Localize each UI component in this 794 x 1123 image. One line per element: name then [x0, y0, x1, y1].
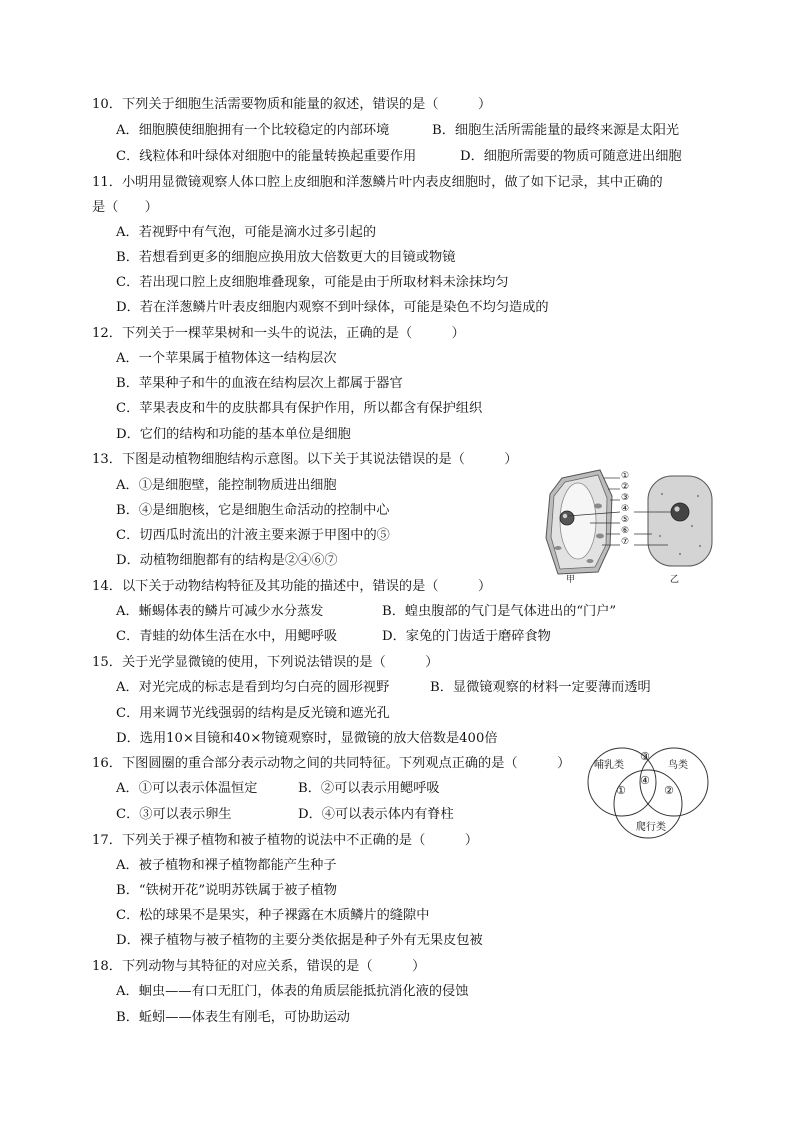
- caption-jia: 甲: [566, 575, 576, 585]
- venn-label-mammal: 哺乳类: [594, 760, 624, 771]
- q18-option-b: B．蚯蚓——体表生有刚毛，可协助运动: [116, 1010, 350, 1025]
- cell-label-6: ⑥: [621, 526, 630, 536]
- q14-stem: 14．以下关于动物结构特征及其功能的描述中，错误的是（ ）: [92, 579, 492, 594]
- q10-option-c: C．线粒体和叶绿体对细胞中的能量转换起重要作用: [116, 149, 417, 164]
- q14-option-c: C．青蛙的幼体生活在水中，用鳃呼吸: [116, 629, 338, 644]
- q17-option-a: A．被子植物和裸子植物都能产生种子: [116, 858, 337, 873]
- q18-stem: 18．下列动物与其特征的对应关系，错误的是（ ）: [92, 959, 426, 974]
- q13-option-a: A．①是细胞壁，能控制物质进出细胞: [116, 478, 337, 493]
- q12-stem: 12．下列关于一棵苹果树和一头牛的说法，正确的是（ ）: [92, 326, 465, 341]
- q10-stem: 10．下列关于细胞生活需要物质和能量的叙述，错误的是（ ）: [92, 97, 492, 112]
- q16-option-c: C．③可以表示卵生: [116, 807, 232, 822]
- q17-option-c: C．松的球果不是果实，种子裸露在木质鳞片的缝隙中: [116, 908, 430, 923]
- venn-region-2: ②: [664, 784, 674, 797]
- q11-stem-line1: 11．小明用显微镜观察人体口腔上皮细胞和洋葱鳞片叶内表皮细胞时，做了如下记录，其中正确的: [92, 175, 663, 190]
- animal-cell-diagram: [648, 476, 712, 566]
- q11-option-b: B．若想看到更多的细胞应换用放大倍数更大的目镜或物镜: [116, 250, 456, 265]
- cell-structure-figure: [540, 466, 740, 584]
- q11-stem-line2: 是（ ）: [92, 200, 158, 215]
- venn-region-1: ①: [616, 784, 626, 797]
- venn-label-reptile: 爬行类: [636, 822, 666, 833]
- q12-option-d: D．它们的结构和功能的基本单位是细胞: [116, 427, 351, 442]
- q15-option-a: A．对光完成的标志是看到均匀白亮的圆形视野: [116, 680, 390, 695]
- q15-option-c: C．用来调节光线强弱的结构是反光镜和遮光孔: [116, 706, 390, 721]
- q13-option-c: C．切西瓜时流出的汁液主要来源于甲图中的⑤: [116, 528, 390, 543]
- cell-label-7: ⑦: [621, 537, 630, 547]
- cell-label-5: ⑤: [621, 515, 630, 525]
- q15-option-b: B．显微镜观察的材料一定要薄而透明: [430, 680, 651, 695]
- q11-option-a: A．若视野中有气泡，可能是滴水过多引起的: [116, 225, 377, 240]
- q17-option-d: D．裸子植物与被子植物的主要分类依据是种子外有无果皮包被: [116, 933, 483, 948]
- venn-region-3: ③: [640, 750, 650, 763]
- caption-yi: 乙: [670, 575, 680, 585]
- q14-option-b: B．蝗虫腹部的气门是气体进出的“门户”: [382, 604, 617, 619]
- q12-option-b: B．苹果种子和牛的血液在结构层次上都属于器官: [116, 376, 403, 391]
- cell-label-1: ①: [621, 471, 630, 481]
- q10-option-d: D．细胞所需要的物质可随意进出细胞: [460, 149, 682, 164]
- q12-option-a: A．一个苹果属于植物体这一结构层次: [116, 351, 337, 366]
- q10-option-a: A．细胞膜使细胞拥有一个比较稳定的内部环境: [116, 123, 390, 138]
- q11-option-c: C．若出现口腔上皮细胞堆叠现象，可能是由于所取材料未涂抹均匀: [116, 275, 509, 290]
- q15-stem: 15．关于光学显微镜的使用，下列说法错误的是（ ）: [92, 655, 439, 670]
- q14-option-a: A．蜥蜴体表的鳞片可减少水分蒸发: [116, 604, 324, 619]
- q13-option-d: D．动植物细胞都有的结构是②④⑥⑦: [116, 553, 338, 568]
- venn-diagram-figure: [584, 742, 718, 842]
- q13-stem: 13．下图是动植物细胞结构示意图。以下关于其说法错误的是（ ）: [92, 452, 518, 467]
- q16-option-d: D．④可以表示体内有脊柱: [298, 807, 454, 822]
- q18-option-a: A．蛔虫——有口无肛门，体表的角质层能抵抗消化液的侵蚀: [116, 984, 469, 999]
- q11-option-d: D．若在洋葱鳞片叶表皮细胞内观察不到叶绿体，可能是染色不均匀造成的: [116, 300, 549, 315]
- cell-label-3: ③: [621, 493, 630, 503]
- q17-stem: 17．下列关于裸子植物和被子植物的说法中不正确的是（ ）: [92, 833, 479, 848]
- q14-option-d: D．家兔的门齿适于磨碎食物: [382, 629, 551, 644]
- q10-option-b: B．细胞生活所需能量的最终来源是太阳光: [432, 123, 680, 138]
- cell-label-2: ②: [621, 482, 630, 492]
- q17-option-b: B．“铁树开花”说明苏铁属于被子植物: [116, 883, 337, 898]
- plant-cell-diagram: [546, 470, 612, 574]
- q13-option-b: B．④是细胞核，它是细胞生命活动的控制中心: [116, 503, 390, 518]
- cell-label-4: ④: [621, 504, 630, 514]
- venn-region-4: ④: [640, 774, 650, 787]
- q16-option-b: B．②可以表示用鳃呼吸: [298, 781, 440, 796]
- q16-stem: 16．下图圆圈的重合部分表示动物之间的共同特征。下列观点正确的是（ ）: [92, 756, 571, 771]
- q12-option-c: C．苹果表皮和牛的皮肤都具有保护作用，所以都含有保护组织: [116, 401, 483, 416]
- venn-label-bird: 鸟类: [668, 760, 688, 771]
- q16-option-a: A．①可以表示体温恒定: [116, 781, 258, 796]
- q15-option-d: D．选用10×目镜和40×物镜观察时，显微镜的放大倍数是400倍: [116, 731, 498, 746]
